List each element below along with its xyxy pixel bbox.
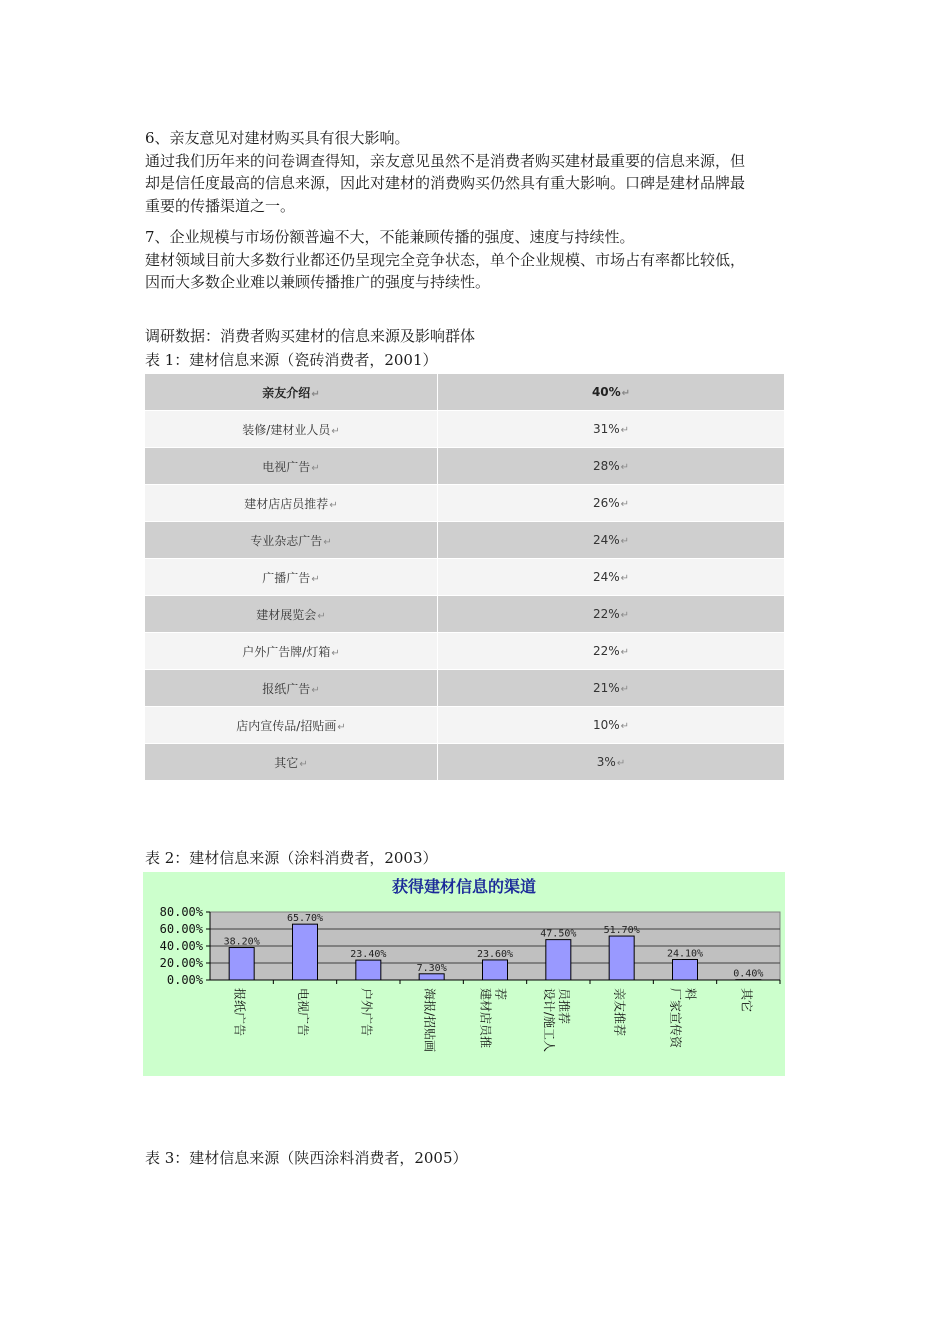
source-label: 装修/建材业人员 bbox=[242, 422, 331, 437]
section-6-line-3: 重要的传播渠道之一。 bbox=[145, 196, 296, 215]
data-label: 47.50% bbox=[540, 928, 577, 940]
return-mark: ↵ bbox=[317, 610, 326, 622]
x-category-label: 电视广告 bbox=[296, 988, 310, 1037]
x-category-label: 海报/招贴画 bbox=[422, 988, 437, 1053]
table-cell-percent bbox=[438, 411, 785, 448]
data-label: 24.10% bbox=[666, 948, 704, 960]
return-mark: ↵ bbox=[331, 425, 340, 437]
percent-value: 21% bbox=[592, 681, 620, 695]
table-cell-percent bbox=[438, 633, 785, 670]
y-tick-label: 40.00% bbox=[159, 939, 203, 953]
y-tick-label: 60.00% bbox=[159, 922, 203, 936]
table-row bbox=[145, 707, 785, 744]
percent-value: 24% bbox=[592, 570, 620, 584]
source-label: 电视广告 bbox=[262, 459, 311, 474]
research-title: 调研数据：消费者购买建材的信息来源及影响群体 bbox=[145, 327, 476, 345]
table-cell-percent bbox=[438, 559, 785, 596]
source-label: 广播广告 bbox=[262, 570, 311, 585]
table-cell-source bbox=[145, 670, 438, 707]
source-label: 报纸广告 bbox=[262, 681, 311, 696]
x-category-label: 设计/施工人 bbox=[541, 988, 556, 1053]
section-7-title: 7、企业规模与市场份额普遍不大，不能兼顾传播的强度、速度与持续性。 bbox=[145, 228, 635, 246]
table-row bbox=[145, 485, 785, 522]
return-mark: ↵ bbox=[331, 647, 340, 659]
table-cell-percent bbox=[438, 485, 785, 522]
data-label: 23.40% bbox=[350, 949, 387, 961]
chart-panel bbox=[143, 872, 785, 1076]
return-mark: ↵ bbox=[311, 462, 320, 474]
table-row bbox=[145, 596, 785, 633]
section-6 bbox=[145, 127, 815, 217]
source-label: 建材展览会 bbox=[256, 607, 317, 622]
return-mark: ↵ bbox=[311, 388, 320, 400]
return-mark: ↵ bbox=[311, 573, 320, 585]
data-label: 38.20% bbox=[223, 936, 260, 948]
table-cell-percent bbox=[438, 596, 785, 633]
section-6-title: 6、亲友意见对建材购买具有很大影响。 bbox=[145, 129, 410, 147]
x-category-label: 料 bbox=[683, 988, 698, 1001]
return-mark: ↵ bbox=[620, 573, 630, 584]
table-row bbox=[145, 670, 785, 707]
table-row bbox=[145, 744, 785, 781]
table-row bbox=[145, 374, 785, 411]
data-label: 65.70% bbox=[286, 913, 324, 925]
return-mark: ↵ bbox=[620, 462, 630, 473]
x-category-label: 亲友推荐 bbox=[612, 988, 627, 1037]
return-mark: ↵ bbox=[620, 684, 630, 695]
percent-value: 3% bbox=[596, 755, 616, 769]
bar bbox=[609, 936, 634, 980]
table-cell-percent bbox=[438, 448, 785, 485]
source-label: 其它 bbox=[274, 755, 299, 770]
bar-chart bbox=[143, 872, 785, 1076]
percent-value: 31% bbox=[592, 422, 620, 436]
table-cell-source bbox=[145, 448, 438, 485]
table-cell-percent bbox=[438, 522, 785, 559]
bar bbox=[483, 960, 508, 980]
bar bbox=[229, 948, 254, 980]
table-1-caption: 表 1：建材信息来源（瓷砖消费者，2001） bbox=[145, 351, 438, 369]
return-mark: ↵ bbox=[620, 536, 630, 547]
section-6-line-2: 却是信任度最高的信息来源，因此对建材的消费购买仍然具有重大影响。口碑是建材品牌最 bbox=[145, 174, 746, 192]
table-cell-source bbox=[145, 633, 438, 670]
return-mark: ↵ bbox=[620, 647, 630, 658]
return-mark: ↵ bbox=[620, 425, 630, 436]
table-row bbox=[145, 559, 785, 596]
percent-value: 10% bbox=[592, 718, 620, 732]
x-category-label: 员推荐 bbox=[556, 988, 571, 1025]
table-3-caption: 表 3：建材信息来源（陕西涂料消费者，2005） bbox=[145, 1149, 468, 1167]
table-cell-source bbox=[145, 559, 438, 596]
table-1 bbox=[144, 373, 785, 781]
source-label: 户外广告牌/灯箱 bbox=[242, 644, 331, 659]
section-6-line-1: 通过我们历年来的问卷调查得知，亲友意见虽然不是消费者购买建材最重要的信息来源，但 bbox=[145, 151, 746, 170]
x-category-label: 荐 bbox=[493, 988, 508, 1001]
source-label: 建材店店员推荐 bbox=[244, 496, 329, 511]
table-cell-percent bbox=[438, 670, 785, 707]
return-mark: ↵ bbox=[621, 388, 631, 399]
return-mark: ↵ bbox=[616, 758, 626, 769]
data-label: 23.60% bbox=[476, 948, 514, 960]
x-category-label: 户外广告 bbox=[359, 988, 374, 1037]
section-7 bbox=[145, 226, 815, 294]
table-2-caption: 表 2：建材信息来源（涂料消费者，2003） bbox=[145, 849, 438, 867]
table-cell-source bbox=[145, 707, 438, 744]
percent-value: 22% bbox=[592, 607, 620, 621]
y-tick-label: 20.00% bbox=[159, 956, 203, 970]
table-row bbox=[145, 411, 785, 448]
x-category-label: 建材店员推 bbox=[478, 988, 493, 1049]
bar bbox=[419, 974, 444, 980]
x-category-label: 报纸广告 bbox=[232, 988, 247, 1037]
table-cell-percent bbox=[438, 707, 785, 744]
return-mark: ↵ bbox=[323, 536, 332, 548]
return-mark: ↵ bbox=[299, 758, 308, 770]
bar bbox=[546, 940, 571, 980]
x-category-label: 其它 bbox=[739, 988, 754, 1013]
table-cell-source bbox=[145, 374, 438, 411]
table-cell-percent bbox=[438, 374, 785, 411]
table-row bbox=[145, 633, 785, 670]
percent-value: 28% bbox=[592, 459, 620, 473]
table-row bbox=[145, 448, 785, 485]
table-row bbox=[145, 522, 785, 559]
table-cell-source bbox=[145, 522, 438, 559]
percent-value: 40% bbox=[591, 385, 621, 399]
return-mark: ↵ bbox=[311, 684, 320, 696]
section-7-line-2: 因而大多数企业难以兼顾传播推广的强度与持续性。 bbox=[145, 273, 491, 291]
return-mark: ↵ bbox=[337, 721, 346, 733]
return-mark: ↵ bbox=[620, 499, 630, 510]
table-cell-source bbox=[145, 485, 438, 522]
percent-value: 24% bbox=[592, 533, 620, 547]
return-mark: ↵ bbox=[329, 499, 338, 511]
source-label: 店内宣传品/招贴画 bbox=[236, 718, 337, 733]
table-cell-source bbox=[145, 411, 438, 448]
return-mark: ↵ bbox=[620, 721, 630, 732]
bar bbox=[356, 960, 381, 980]
percent-value: 22% bbox=[592, 644, 620, 658]
bar bbox=[673, 960, 698, 980]
x-category-label: 厂家宣传资 bbox=[668, 988, 683, 1049]
return-mark: ↵ bbox=[620, 610, 630, 621]
percent-value: 26% bbox=[592, 496, 620, 510]
data-label: 0.40% bbox=[733, 968, 764, 980]
bar bbox=[293, 924, 318, 980]
section-7-line-1: 建材领域目前大多数行业都还仍呈现完全竞争状态，单个企业规模、市场占有率都比较低， bbox=[145, 250, 746, 269]
source-label: 专业杂志广告 bbox=[250, 533, 323, 548]
table-cell-source bbox=[145, 744, 438, 781]
source-label: 亲友介绍 bbox=[262, 385, 311, 400]
y-tick-label: 80.00% bbox=[159, 905, 203, 919]
table-cell-percent bbox=[438, 744, 785, 781]
table-cell-source bbox=[145, 596, 438, 633]
data-label: 7.30% bbox=[416, 962, 447, 974]
data-label: 51.70% bbox=[603, 925, 640, 937]
y-tick-label: 0.00% bbox=[166, 973, 203, 987]
chart-title: 获得建材信息的渠道 bbox=[391, 877, 537, 896]
